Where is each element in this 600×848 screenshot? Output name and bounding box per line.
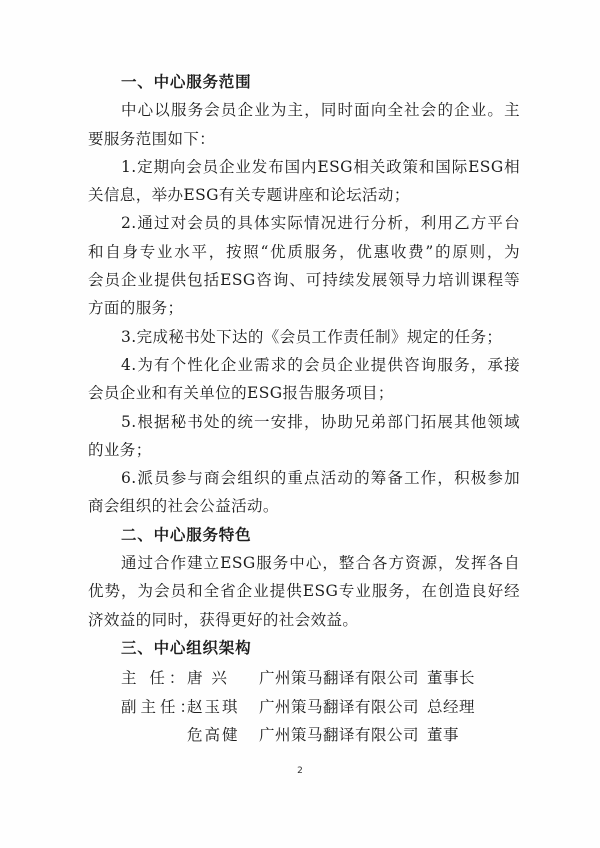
section-heading-scope: 一、中心服务范围 bbox=[121, 73, 252, 91]
org-position: 董事 bbox=[427, 725, 460, 744]
org-company: 广州策马翻译有限公司 bbox=[259, 725, 420, 744]
list-item-line: 3.完成秘书处下达的《会员工作责任制》规定的任务； bbox=[121, 327, 503, 346]
org-row bbox=[88, 721, 520, 749]
organization-table bbox=[88, 664, 520, 749]
list-item-line: 会员企业和有关单位的ESG报告服务项目； bbox=[88, 384, 394, 403]
org-row bbox=[88, 693, 520, 721]
section-heading-organization: 三、中心组织架构 bbox=[121, 638, 252, 657]
list-item-line: 和自身专业水平，按照“优质服务，优惠收费”的原则，为 bbox=[88, 242, 520, 261]
list-item-line: 1.定期向会员企业发布国内ESG相关政策和国际ESG相 bbox=[121, 157, 520, 176]
paragraph-line: 济效益的同时，获得更好的社会效益。 bbox=[88, 610, 359, 629]
section-heading-features: 二、中心服务特色 bbox=[121, 525, 252, 544]
org-position: 董事长 bbox=[427, 669, 476, 688]
org-company: 广州策马翻译有限公司 bbox=[259, 697, 420, 716]
org-person-name: 唐 兴 bbox=[187, 669, 229, 688]
list-item-line: 方面的服务； bbox=[88, 299, 184, 318]
org-position: 总经理 bbox=[427, 697, 476, 716]
page-number: 2 bbox=[297, 766, 303, 776]
org-role bbox=[88, 721, 187, 749]
org-person-name: 赵玉琪 bbox=[187, 697, 240, 716]
list-item-line: 5.根据秘书处的统一安排，协助兄弟部门拓展其他领域 bbox=[121, 412, 520, 431]
paragraph-line: 要服务范围如下： bbox=[88, 129, 216, 148]
paragraph-line: 中心以服务会员企业为主，同时面向全社会的企业。主 bbox=[121, 101, 520, 120]
org-role: 副主任： bbox=[121, 697, 200, 716]
org-role: 主 任： bbox=[121, 669, 189, 688]
list-item-line: 商会组织的社会公益活动。 bbox=[88, 497, 279, 516]
paragraph-line: 通过合作建立ESG服务中心，整合各方资源，发挥各自 bbox=[121, 554, 520, 573]
list-item-line: 4.为有个性化企业需求的会员企业提供咨询服务，承接 bbox=[121, 355, 520, 374]
paragraph-line: 优势，为会员和全省企业提供ESG专业服务，在创造良好经 bbox=[88, 582, 520, 601]
list-item-line: 关信息，举办ESG有关专题讲座和论坛活动； bbox=[88, 186, 410, 205]
org-company: 广州策马翻译有限公司 bbox=[259, 669, 420, 688]
list-item-line: 会员企业提供包括ESG咨询、可持续发展领导力培训课程等 bbox=[88, 271, 520, 290]
list-item-line: 2.通过对会员的具体实际情况进行分析，利用乙方平台 bbox=[121, 214, 520, 233]
org-person-name: 危高健 bbox=[187, 725, 240, 744]
list-item-line: 的业务； bbox=[88, 440, 152, 459]
org-row bbox=[88, 664, 520, 692]
list-item-line: 6.派员参与商会组织的重点活动的筹备工作，积极参加 bbox=[121, 469, 520, 488]
page-content bbox=[88, 68, 520, 749]
